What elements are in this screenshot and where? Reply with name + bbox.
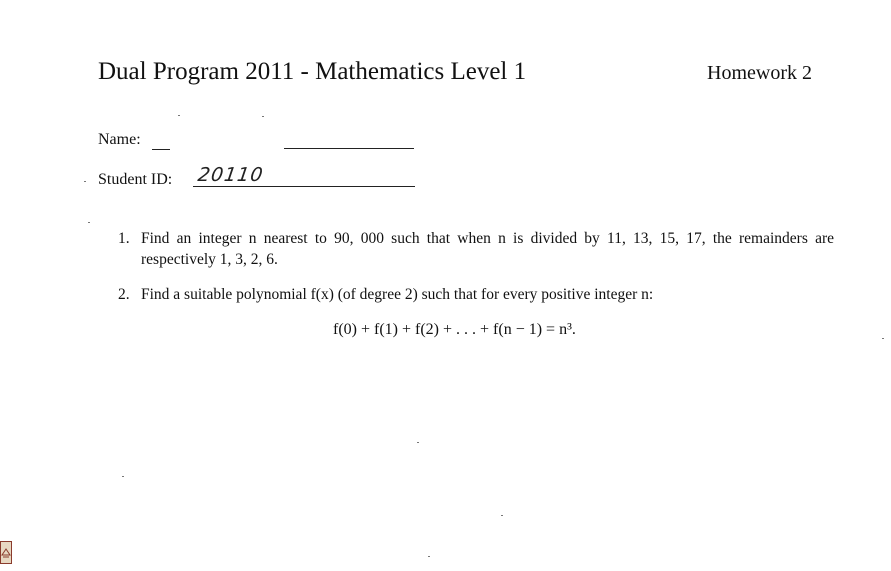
scan-speck: [501, 515, 503, 516]
problem-2: [118, 284, 834, 305]
problem-2-formula: f(0) + f(1) + f(2) + . . . + f(n − 1) = n³.: [333, 321, 576, 338]
name-label: Name:: [98, 131, 141, 148]
scan-speck: [428, 556, 430, 557]
scan-speck: [122, 476, 124, 477]
problem-number: 2.: [118, 286, 130, 303]
scan-speck: [262, 116, 264, 117]
homework-label: Homework 2: [707, 62, 812, 84]
student-id-handwriting: 20110: [196, 164, 265, 186]
scan-speck: [417, 442, 419, 443]
navigation-icon[interactable]: [0, 541, 12, 564]
problem-1: [118, 228, 834, 270]
scan-speck: [88, 222, 90, 223]
problem-text: Find an integer n nearest to 90, 000 such that when n is divided by 11, 13, 15, 17, the remainders are respectively 1, 3, 2, 6.: [141, 230, 834, 268]
name-underline: [284, 148, 414, 149]
problem-number: 1.: [118, 230, 130, 247]
name-underline-short: [152, 149, 170, 150]
document-title: Dual Program 2011 - Mathematics Level 1: [98, 58, 527, 85]
problem-text: Find a suitable polynomial f(x) (of degree 2) such that for every positive integer n:: [141, 286, 654, 303]
scan-speck: [882, 338, 884, 339]
scan-speck: [178, 115, 180, 116]
student-id-underline: [193, 186, 415, 187]
scan-speck: [84, 181, 86, 182]
student-id-label: Student ID:: [98, 171, 173, 188]
